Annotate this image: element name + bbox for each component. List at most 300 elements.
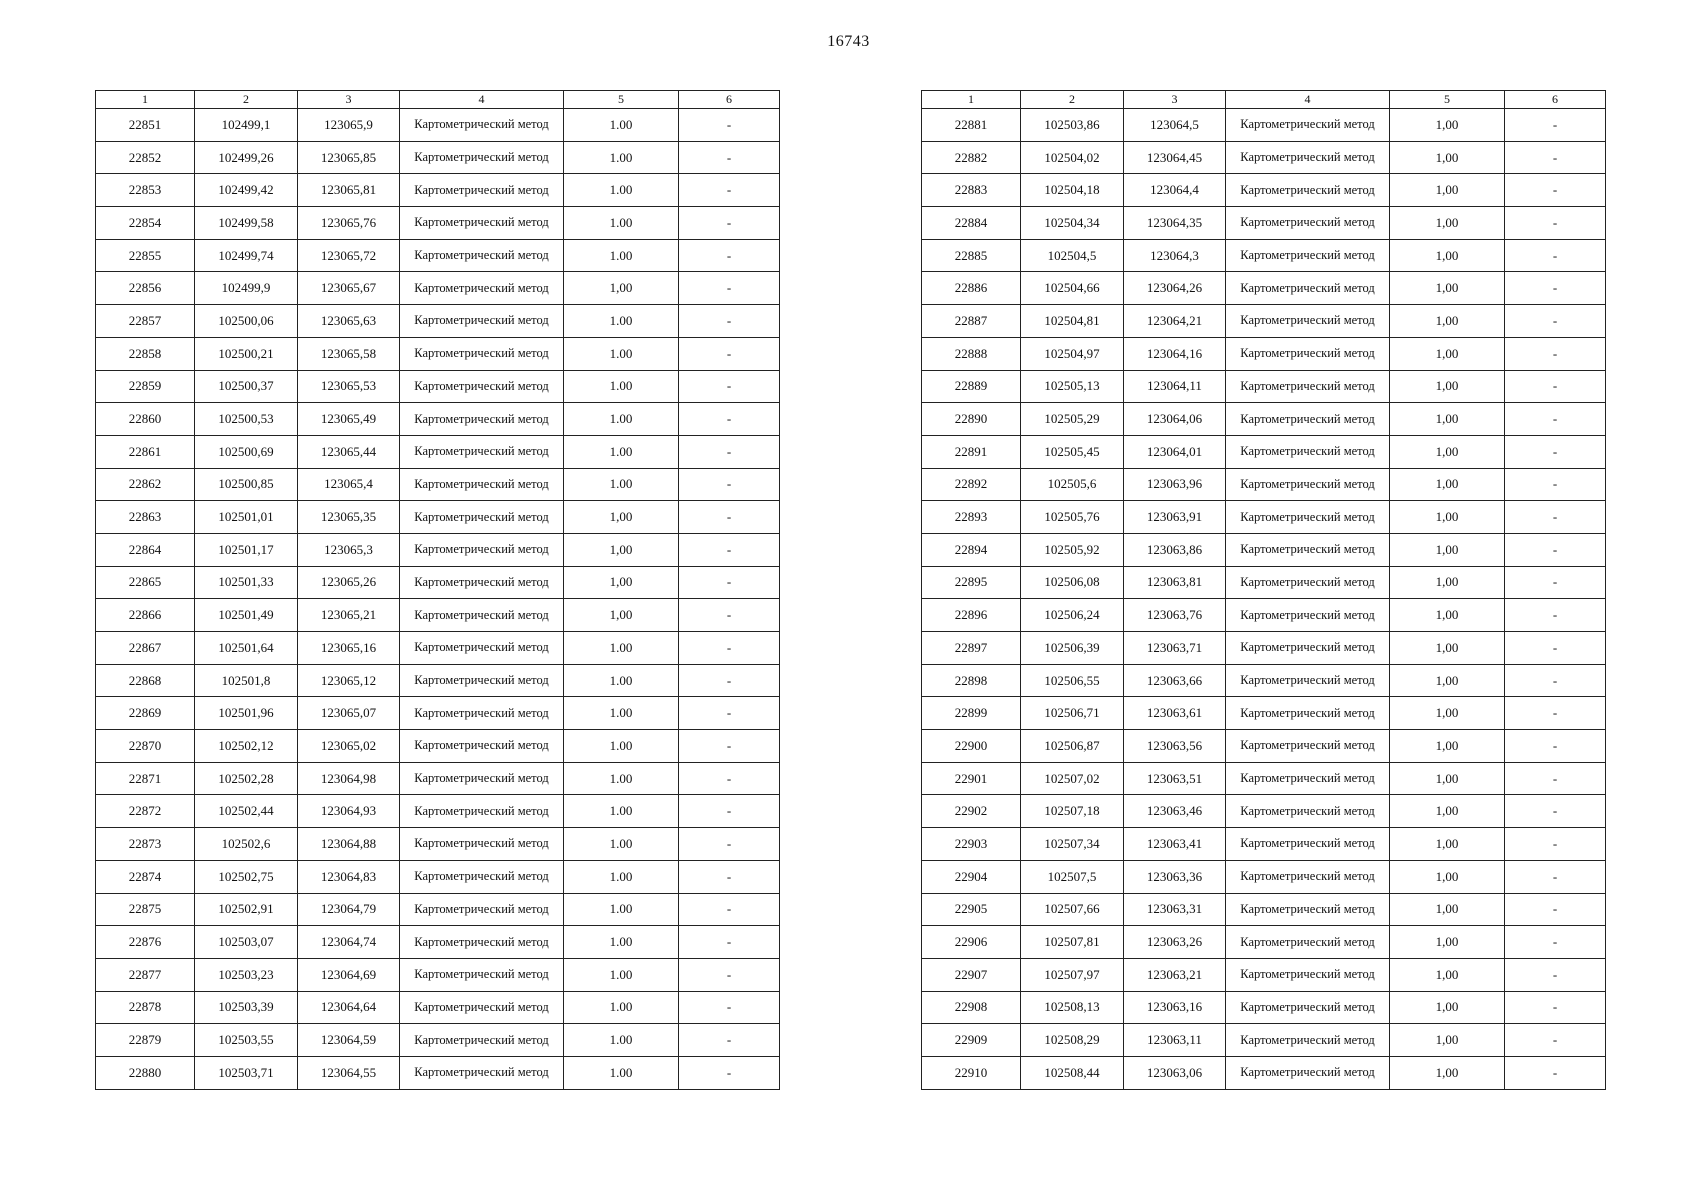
accuracy-cell: 1,00	[1390, 795, 1505, 828]
method-cell: Картометрический метод	[1226, 468, 1390, 501]
header-col-5: 5	[1390, 91, 1505, 109]
accuracy-cell: 1,00	[1390, 141, 1505, 174]
x-coordinate-cell: 102508,13	[1021, 991, 1124, 1024]
description-cell: -	[679, 141, 780, 174]
method-cell: Картометрический метод	[400, 435, 564, 468]
method-cell: Картометрический метод	[400, 599, 564, 632]
method-cell: Картометрический метод	[1226, 272, 1390, 305]
point-number-cell: 22876	[96, 926, 195, 959]
y-coordinate-cell: 123063,36	[1124, 860, 1226, 893]
description-cell: -	[679, 697, 780, 730]
method-cell: Картометрический метод	[1226, 1024, 1390, 1057]
method-cell: Картометрический метод	[400, 468, 564, 501]
accuracy-cell: 1,00	[1390, 337, 1505, 370]
y-coordinate-cell: 123064,74	[298, 926, 400, 959]
accuracy-cell: 1,00	[1390, 828, 1505, 861]
table-row	[922, 305, 1606, 338]
description-cell: -	[1505, 109, 1606, 142]
table-row	[96, 141, 780, 174]
method-cell: Картометрический метод	[400, 272, 564, 305]
description-cell: -	[679, 762, 780, 795]
table-row	[96, 239, 780, 272]
point-number-cell: 22886	[922, 272, 1021, 305]
point-number-cell: 22887	[922, 305, 1021, 338]
description-cell: -	[679, 435, 780, 468]
description-cell: -	[679, 1024, 780, 1057]
accuracy-cell: 1,00	[1390, 272, 1505, 305]
x-coordinate-cell: 102504,97	[1021, 337, 1124, 370]
method-cell: Картометрический метод	[400, 239, 564, 272]
y-coordinate-cell: 123065,49	[298, 403, 400, 436]
accuracy-cell: 1,00	[564, 599, 679, 632]
accuracy-cell: 1.00	[564, 991, 679, 1024]
x-coordinate-cell: 102500,85	[195, 468, 298, 501]
y-coordinate-cell: 123065,16	[298, 632, 400, 665]
x-coordinate-cell: 102507,5	[1021, 860, 1124, 893]
accuracy-cell: 1.00	[564, 958, 679, 991]
method-cell: Картометрический метод	[400, 174, 564, 207]
table-row	[96, 697, 780, 730]
method-cell: Картометрический метод	[1226, 697, 1390, 730]
accuracy-cell: 1,00	[1390, 566, 1505, 599]
accuracy-cell: 1,00	[1390, 1024, 1505, 1057]
point-number-cell: 22855	[96, 239, 195, 272]
coordinates-table-right	[921, 90, 1606, 1090]
y-coordinate-cell: 123063,21	[1124, 958, 1226, 991]
header-col-4: 4	[1226, 91, 1390, 109]
point-number-cell: 22891	[922, 435, 1021, 468]
x-coordinate-cell: 102502,12	[195, 730, 298, 763]
accuracy-cell: 1,00	[1390, 501, 1505, 534]
accuracy-cell: 1,00	[1390, 403, 1505, 436]
point-number-cell: 22896	[922, 599, 1021, 632]
point-number-cell: 22881	[922, 109, 1021, 142]
accuracy-cell: 1.00	[564, 762, 679, 795]
method-cell: Картометрический метод	[400, 403, 564, 436]
description-cell: -	[1505, 730, 1606, 763]
description-cell: -	[1505, 860, 1606, 893]
description-cell: -	[1505, 795, 1606, 828]
method-cell: Картометрический метод	[400, 664, 564, 697]
x-coordinate-cell: 102507,66	[1021, 893, 1124, 926]
y-coordinate-cell: 123064,79	[298, 893, 400, 926]
x-coordinate-cell: 102499,74	[195, 239, 298, 272]
y-coordinate-cell: 123065,72	[298, 239, 400, 272]
point-number-cell: 22897	[922, 632, 1021, 665]
table-row	[922, 958, 1606, 991]
point-number-cell: 22854	[96, 207, 195, 240]
description-cell: -	[1505, 533, 1606, 566]
accuracy-cell: 1,00	[1390, 632, 1505, 665]
x-coordinate-cell: 102504,81	[1021, 305, 1124, 338]
point-number-cell: 22878	[96, 991, 195, 1024]
point-number-cell: 22905	[922, 893, 1021, 926]
y-coordinate-cell: 123065,63	[298, 305, 400, 338]
description-cell: -	[1505, 762, 1606, 795]
table-row	[922, 991, 1606, 1024]
x-coordinate-cell: 102501,33	[195, 566, 298, 599]
point-number-cell: 22910	[922, 1056, 1021, 1089]
y-coordinate-cell: 123063,41	[1124, 828, 1226, 861]
table-row	[96, 566, 780, 599]
method-cell: Картометрический метод	[400, 697, 564, 730]
y-coordinate-cell: 123064,59	[298, 1024, 400, 1057]
point-number-cell: 22889	[922, 370, 1021, 403]
y-coordinate-cell: 123064,4	[1124, 174, 1226, 207]
point-number-cell: 22888	[922, 337, 1021, 370]
description-cell: -	[679, 533, 780, 566]
description-cell: -	[679, 305, 780, 338]
y-coordinate-cell: 123065,21	[298, 599, 400, 632]
point-number-cell: 22903	[922, 828, 1021, 861]
method-cell: Картометрический метод	[1226, 533, 1390, 566]
description-cell: -	[1505, 958, 1606, 991]
table-row	[96, 1024, 780, 1057]
y-coordinate-cell: 123063,91	[1124, 501, 1226, 534]
point-number-cell: 22884	[922, 207, 1021, 240]
point-number-cell: 22864	[96, 533, 195, 566]
description-cell: -	[679, 828, 780, 861]
table-row	[96, 468, 780, 501]
description-cell: -	[679, 337, 780, 370]
accuracy-cell: 1.00	[564, 337, 679, 370]
y-coordinate-cell: 123064,11	[1124, 370, 1226, 403]
x-coordinate-cell: 102503,07	[195, 926, 298, 959]
x-coordinate-cell: 102499,26	[195, 141, 298, 174]
description-cell: -	[679, 174, 780, 207]
description-cell: -	[679, 239, 780, 272]
table-row	[96, 730, 780, 763]
table-row	[96, 403, 780, 436]
x-coordinate-cell: 102501,8	[195, 664, 298, 697]
y-coordinate-cell: 123064,83	[298, 860, 400, 893]
point-number-cell: 22892	[922, 468, 1021, 501]
table-row	[96, 109, 780, 142]
accuracy-cell: 1.00	[564, 730, 679, 763]
y-coordinate-cell: 123063,11	[1124, 1024, 1226, 1057]
method-cell: Картометрический метод	[1226, 207, 1390, 240]
description-cell: -	[679, 730, 780, 763]
point-number-cell: 22865	[96, 566, 195, 599]
x-coordinate-cell: 102503,39	[195, 991, 298, 1024]
point-number-cell: 22852	[96, 141, 195, 174]
accuracy-cell: 1.00	[564, 697, 679, 730]
table-row	[96, 958, 780, 991]
method-cell: Картометрический метод	[1226, 239, 1390, 272]
method-cell: Картометрический метод	[1226, 828, 1390, 861]
method-cell: Картометрический метод	[400, 501, 564, 534]
description-cell: -	[679, 860, 780, 893]
y-coordinate-cell: 123064,93	[298, 795, 400, 828]
header-col-5: 5	[564, 91, 679, 109]
y-coordinate-cell: 123065,3	[298, 533, 400, 566]
x-coordinate-cell: 102501,01	[195, 501, 298, 534]
x-coordinate-cell: 102500,53	[195, 403, 298, 436]
accuracy-cell: 1.00	[564, 305, 679, 338]
y-coordinate-cell: 123064,64	[298, 991, 400, 1024]
description-cell: -	[679, 599, 780, 632]
accuracy-cell: 1.00	[564, 207, 679, 240]
description-cell: -	[679, 1056, 780, 1089]
description-cell: -	[1505, 207, 1606, 240]
y-coordinate-cell: 123063,86	[1124, 533, 1226, 566]
table-header-row	[96, 91, 780, 109]
accuracy-cell: 1.00	[564, 893, 679, 926]
point-number-cell: 22853	[96, 174, 195, 207]
y-coordinate-cell: 123063,56	[1124, 730, 1226, 763]
description-cell: -	[679, 403, 780, 436]
point-number-cell: 22866	[96, 599, 195, 632]
point-number-cell: 22909	[922, 1024, 1021, 1057]
accuracy-cell: 1,00	[1390, 174, 1505, 207]
method-cell: Картометрический метод	[400, 1056, 564, 1089]
description-cell: -	[679, 893, 780, 926]
table-row	[922, 795, 1606, 828]
y-coordinate-cell: 123065,76	[298, 207, 400, 240]
x-coordinate-cell: 102504,66	[1021, 272, 1124, 305]
description-cell: -	[1505, 272, 1606, 305]
table-row	[922, 762, 1606, 795]
point-number-cell: 22883	[922, 174, 1021, 207]
method-cell: Картометрический метод	[400, 730, 564, 763]
accuracy-cell: 1,00	[1390, 109, 1505, 142]
point-number-cell: 22880	[96, 1056, 195, 1089]
table-row	[96, 272, 780, 305]
table-header-row	[922, 91, 1606, 109]
table-row	[922, 632, 1606, 665]
point-number-cell: 22907	[922, 958, 1021, 991]
coordinates-table-left	[95, 90, 780, 1090]
table-row	[922, 174, 1606, 207]
table-row	[96, 632, 780, 665]
description-cell: -	[1505, 174, 1606, 207]
accuracy-cell: 1,00	[564, 566, 679, 599]
x-coordinate-cell: 102501,17	[195, 533, 298, 566]
x-coordinate-cell: 102501,64	[195, 632, 298, 665]
x-coordinate-cell: 102508,44	[1021, 1056, 1124, 1089]
description-cell: -	[1505, 468, 1606, 501]
point-number-cell: 22906	[922, 926, 1021, 959]
method-cell: Картометрический метод	[400, 893, 564, 926]
accuracy-cell: 1.00	[564, 174, 679, 207]
x-coordinate-cell: 102502,44	[195, 795, 298, 828]
description-cell: -	[1505, 403, 1606, 436]
table-row	[96, 860, 780, 893]
description-cell: -	[1505, 337, 1606, 370]
x-coordinate-cell: 102503,71	[195, 1056, 298, 1089]
method-cell: Картометрический метод	[1226, 795, 1390, 828]
method-cell: Картометрический метод	[400, 533, 564, 566]
accuracy-cell: 1.00	[564, 828, 679, 861]
table-row	[922, 860, 1606, 893]
accuracy-cell: 1,00	[1390, 207, 1505, 240]
table-row	[96, 305, 780, 338]
description-cell: -	[679, 501, 780, 534]
header-col-6: 6	[679, 91, 780, 109]
table-row	[922, 501, 1606, 534]
point-number-cell: 22882	[922, 141, 1021, 174]
method-cell: Картометрический метод	[1226, 730, 1390, 763]
description-cell: -	[679, 926, 780, 959]
table-row	[96, 370, 780, 403]
y-coordinate-cell: 123065,9	[298, 109, 400, 142]
accuracy-cell: 1,00	[1390, 762, 1505, 795]
x-coordinate-cell: 102506,71	[1021, 697, 1124, 730]
table-row	[96, 1056, 780, 1089]
y-coordinate-cell: 123065,07	[298, 697, 400, 730]
point-number-cell: 22904	[922, 860, 1021, 893]
y-coordinate-cell: 123064,3	[1124, 239, 1226, 272]
table-row	[96, 762, 780, 795]
accuracy-cell: 1,00	[1390, 1056, 1505, 1089]
description-cell: -	[679, 664, 780, 697]
point-number-cell: 22873	[96, 828, 195, 861]
table-row	[922, 337, 1606, 370]
method-cell: Картометрический метод	[1226, 337, 1390, 370]
description-cell: -	[1505, 1056, 1606, 1089]
table-row	[922, 697, 1606, 730]
table-row	[922, 533, 1606, 566]
table-row	[922, 141, 1606, 174]
x-coordinate-cell: 102502,75	[195, 860, 298, 893]
method-cell: Картометрический метод	[1226, 893, 1390, 926]
description-cell: -	[1505, 305, 1606, 338]
point-number-cell: 22874	[96, 860, 195, 893]
x-coordinate-cell: 102501,49	[195, 599, 298, 632]
description-cell: -	[1505, 1024, 1606, 1057]
point-number-cell: 22861	[96, 435, 195, 468]
point-number-cell: 22869	[96, 697, 195, 730]
accuracy-cell: 1.00	[564, 795, 679, 828]
x-coordinate-cell: 102505,6	[1021, 468, 1124, 501]
table-row	[96, 337, 780, 370]
accuracy-cell: 1.00	[564, 632, 679, 665]
x-coordinate-cell: 102503,23	[195, 958, 298, 991]
accuracy-cell: 1.00	[564, 141, 679, 174]
accuracy-cell: 1,00	[1390, 239, 1505, 272]
x-coordinate-cell: 102503,55	[195, 1024, 298, 1057]
y-coordinate-cell: 123065,81	[298, 174, 400, 207]
accuracy-cell: 1,00	[1390, 860, 1505, 893]
method-cell: Картометрический метод	[1226, 403, 1390, 436]
table-row	[96, 435, 780, 468]
x-coordinate-cell: 102508,29	[1021, 1024, 1124, 1057]
x-coordinate-cell: 102504,18	[1021, 174, 1124, 207]
accuracy-cell: 1.00	[564, 435, 679, 468]
x-coordinate-cell: 102505,92	[1021, 533, 1124, 566]
x-coordinate-cell: 102505,13	[1021, 370, 1124, 403]
x-coordinate-cell: 102507,34	[1021, 828, 1124, 861]
description-cell: -	[679, 795, 780, 828]
point-number-cell: 22895	[922, 566, 1021, 599]
accuracy-cell: 1,00	[1390, 664, 1505, 697]
accuracy-cell: 1,00	[1390, 991, 1505, 1024]
point-number-cell: 22859	[96, 370, 195, 403]
description-cell: -	[679, 958, 780, 991]
description-cell: -	[1505, 239, 1606, 272]
accuracy-cell: 1,00	[1390, 370, 1505, 403]
description-cell: -	[1505, 828, 1606, 861]
y-coordinate-cell: 123064,55	[298, 1056, 400, 1089]
accuracy-cell: 1.00	[564, 926, 679, 959]
point-number-cell: 22860	[96, 403, 195, 436]
description-cell: -	[679, 272, 780, 305]
table-row	[922, 468, 1606, 501]
accuracy-cell: 1,00	[1390, 305, 1505, 338]
accuracy-cell: 1.00	[564, 403, 679, 436]
method-cell: Картометрический метод	[1226, 370, 1390, 403]
table-row	[922, 599, 1606, 632]
description-cell: -	[1505, 632, 1606, 665]
table-row	[96, 599, 780, 632]
method-cell: Картометрический метод	[1226, 926, 1390, 959]
point-number-cell: 22902	[922, 795, 1021, 828]
method-cell: Картометрический метод	[1226, 174, 1390, 207]
y-coordinate-cell: 123064,26	[1124, 272, 1226, 305]
table-row	[922, 239, 1606, 272]
accuracy-cell: 1,00	[1390, 893, 1505, 926]
header-col-4: 4	[400, 91, 564, 109]
accuracy-cell: 1,00	[1390, 435, 1505, 468]
description-cell: -	[1505, 664, 1606, 697]
method-cell: Картометрический метод	[400, 860, 564, 893]
method-cell: Картометрический метод	[400, 795, 564, 828]
table-row	[922, 1056, 1606, 1089]
method-cell: Картометрический метод	[400, 109, 564, 142]
method-cell: Картометрический метод	[1226, 501, 1390, 534]
point-number-cell: 22875	[96, 893, 195, 926]
y-coordinate-cell: 123064,88	[298, 828, 400, 861]
table-row	[922, 403, 1606, 436]
table-row	[922, 926, 1606, 959]
header-col-6: 6	[1505, 91, 1606, 109]
description-cell: -	[1505, 435, 1606, 468]
description-cell: -	[679, 370, 780, 403]
point-number-cell: 22901	[922, 762, 1021, 795]
point-number-cell: 22894	[922, 533, 1021, 566]
accuracy-cell: 1.00	[564, 1056, 679, 1089]
x-coordinate-cell: 102499,1	[195, 109, 298, 142]
point-number-cell: 22890	[922, 403, 1021, 436]
y-coordinate-cell: 123063,46	[1124, 795, 1226, 828]
table-row	[922, 893, 1606, 926]
x-coordinate-cell: 102503,86	[1021, 109, 1124, 142]
description-cell: -	[1505, 599, 1606, 632]
method-cell: Картометрический метод	[400, 991, 564, 1024]
accuracy-cell: 1,00	[1390, 926, 1505, 959]
y-coordinate-cell: 123065,35	[298, 501, 400, 534]
y-coordinate-cell: 123065,85	[298, 141, 400, 174]
y-coordinate-cell: 123064,06	[1124, 403, 1226, 436]
method-cell: Картометрический метод	[1226, 141, 1390, 174]
y-coordinate-cell: 123064,21	[1124, 305, 1226, 338]
description-cell: -	[679, 632, 780, 665]
header-col-3: 3	[298, 91, 400, 109]
method-cell: Картометрический метод	[1226, 958, 1390, 991]
accuracy-cell: 1.00	[564, 860, 679, 893]
table-row	[96, 795, 780, 828]
x-coordinate-cell: 102506,24	[1021, 599, 1124, 632]
header-col-3: 3	[1124, 91, 1226, 109]
point-number-cell: 22900	[922, 730, 1021, 763]
method-cell: Картометрический метод	[400, 958, 564, 991]
y-coordinate-cell: 123065,53	[298, 370, 400, 403]
x-coordinate-cell: 102507,97	[1021, 958, 1124, 991]
description-cell: -	[1505, 566, 1606, 599]
x-coordinate-cell: 102505,45	[1021, 435, 1124, 468]
x-coordinate-cell: 102499,9	[195, 272, 298, 305]
table-row	[922, 730, 1606, 763]
